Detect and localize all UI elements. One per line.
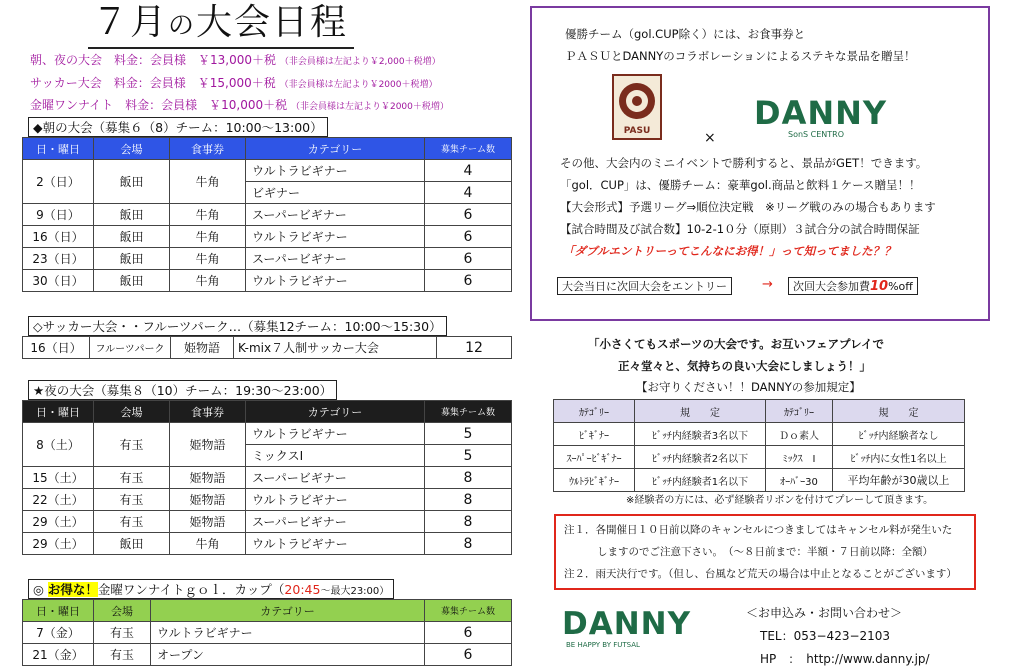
note-1: 注１．各開催日１０日前以降のキャンセルにつきましてはキャンセル料が発生いた [564, 524, 953, 536]
teams-cell: 6 [425, 644, 512, 666]
venue-cell: 飯田 [94, 533, 170, 555]
meal-cell: 牛角 [170, 204, 246, 226]
date-cell: 7（金） [23, 622, 94, 644]
teams-cell: 5 [425, 445, 512, 467]
date-cell: 29（土） [23, 511, 94, 533]
rule-category-cell: ﾋﾞｷﾞﾅｰ [554, 423, 635, 446]
night-heading: ★夜の大会（募集８（10）チーム：19:30～23:00） [28, 380, 337, 400]
rule-category-cell: Ｄｏ素人 [766, 423, 833, 446]
venue-cell: 有玉 [94, 423, 170, 467]
table-row [23, 622, 512, 644]
meal-cell: 姫物語 [170, 467, 246, 489]
table-row [23, 204, 512, 226]
header-venue: 会場 [94, 401, 170, 423]
page-title: ７月の大会日程 [88, 2, 354, 49]
rule-category-cell: ｽｰﾊﾟｰﾋﾞｷﾞﾅｰ [554, 446, 635, 469]
category-cell: スーパービギナー [246, 511, 425, 533]
soccer-table [22, 336, 512, 359]
date-cell: 23（日） [23, 248, 94, 270]
table-row [23, 248, 512, 270]
category-cell: ウルトラビギナー [246, 489, 425, 511]
header-teams: 募集チーム数 [425, 138, 512, 160]
header-category: カテゴリー [151, 600, 425, 622]
rules-header-rule: 規 定 [635, 400, 766, 423]
contact-phone: TEL：053−423−2103 [760, 629, 891, 643]
table-row [23, 533, 512, 555]
rules-header-row [554, 400, 965, 423]
category-cell: ウルトラビギナー [246, 160, 425, 182]
rule-cell: ﾋﾞｯﾁ内経験者1名以下 [635, 469, 766, 492]
rules-title: 【お守りください！！DANNYの参加規定】 [636, 380, 861, 394]
danny-wordmark: DANNY [754, 94, 888, 132]
promo-line-1: 優勝チーム（gol.CUP除く）には、お食事券と [565, 27, 806, 41]
venue-cell: 飯田 [94, 160, 170, 204]
category-cell: ウルトラビギナー [246, 226, 425, 248]
fair-play-line-1: 「小さくてもスポーツの大会です。お互いフェアプレイで [588, 337, 885, 351]
category-cell: ウルトラビギナー [151, 622, 425, 644]
category-cell: ビギナー [246, 182, 425, 204]
table-row [554, 446, 965, 469]
table-row [23, 644, 512, 666]
teams-cell: 6 [425, 226, 512, 248]
category-cell: ウルトラビギナー [246, 533, 425, 555]
promo-line-3: その他、大会内のミニイベントで勝利すると、景品がGET！できます。 [560, 156, 928, 170]
fee-line-morning-night: 朝、夜の大会 料金：会員様 ￥13,000＋税 （非会員様は左記より￥2,000＋税増） [30, 53, 441, 67]
header-venue: 会場 [94, 600, 151, 622]
table-row [23, 226, 512, 248]
teams-cell: 8 [425, 489, 512, 511]
venue-cell: 飯田 [94, 270, 170, 292]
promo-line-2: ＰＡＳＵとDANNYのコラボレーションによるステキな景品を贈呈！ [565, 49, 916, 63]
header-meal: 食事券 [170, 401, 246, 423]
date-cell: 2（日） [23, 160, 94, 204]
category-cell: オープン [151, 644, 425, 666]
header-category: カテゴリー [246, 138, 425, 160]
night-table [22, 400, 512, 555]
table-row [554, 469, 965, 492]
contact-title: ＜お申込み・お問い合わせ＞ [746, 606, 903, 620]
date-cell: 22（土） [23, 489, 94, 511]
venue-cell: 有玉 [94, 622, 151, 644]
venue-cell: 有玉 [94, 644, 151, 666]
venue-cell: 有玉 [94, 467, 170, 489]
meal-cell: 牛角 [170, 226, 246, 248]
morning-header-row [23, 138, 512, 160]
teams-cell: 6 [425, 204, 512, 226]
friday-heading: ◎ お得な！金曜ワンナイトｇｏｌ．カップ（20:45～最大23:00） [28, 579, 394, 599]
contact-homepage-link[interactable]: HP ： http://www.danny.jp/ [760, 652, 930, 666]
header-category: カテゴリー [246, 401, 425, 423]
header-date: 日・曜日 [23, 138, 94, 160]
teams-cell: 6 [425, 622, 512, 644]
teams-cell: 8 [425, 533, 512, 555]
table-row [23, 337, 512, 359]
table-row [23, 270, 512, 292]
table-row [23, 423, 512, 445]
category-cell: K-mix７人制サッカー大会 [234, 337, 437, 359]
fee-line-soccer: サッカー大会 料金：会員様 ￥15,000＋税 （非会員様は左記より￥2000＋税増） [30, 76, 438, 90]
friday-table [22, 599, 512, 666]
meal-cell: 牛角 [170, 160, 246, 204]
header-teams: 募集チーム数 [425, 401, 512, 423]
venue-cell: 有玉 [94, 489, 170, 511]
danny-subtitle: SonS CENTRO [788, 130, 845, 139]
table-row [23, 511, 512, 533]
category-cell: ウルトラビギナー [246, 423, 425, 445]
date-cell: 16（日） [23, 337, 90, 359]
meal-cell: 姫物語 [171, 337, 234, 359]
category-cell: ウルトラビギナー [246, 270, 425, 292]
contact-logo [562, 608, 692, 654]
rules-note: ※経験者の方には、必ず経験者リボンを付けてプレーして頂きます。 [626, 495, 934, 506]
date-cell: 29（土） [23, 533, 94, 555]
pasu-logo [612, 74, 662, 140]
rules-table [553, 399, 965, 492]
danny-logo [754, 96, 904, 142]
fee-line-friday: 金曜ワンナイト 料金：会員様 ￥10,000＋税 （非会員様は左記より￥2000＋税増） [30, 98, 449, 112]
category-cell: スーパービギナー [246, 467, 425, 489]
teams-cell: 4 [425, 160, 512, 182]
rules-header-category: ｶﾃｺﾞﾘｰ [766, 400, 833, 423]
morning-table [22, 137, 512, 292]
contact-logo-wordmark: DANNY [562, 606, 692, 642]
date-cell: 30（日） [23, 270, 94, 292]
note-1-continued: しますのでご注意下さい。 （～８日前まで：半額・７日前以降：全額） [597, 546, 933, 558]
entry-box: 大会当日に次回大会をエントリー [557, 277, 732, 295]
teams-cell: 8 [425, 467, 512, 489]
date-cell: 15（土） [23, 467, 94, 489]
rule-cell: ﾋﾞｯﾁ内に女性1名以上 [833, 446, 965, 469]
category-cell: スーパービギナー [246, 204, 425, 226]
rule-cell: ﾋﾞｯﾁ内経験者3名以下 [635, 423, 766, 446]
arrow-icon: → [762, 277, 773, 292]
meal-cell: 姫物語 [170, 511, 246, 533]
night-header-row [23, 401, 512, 423]
morning-heading: ◆朝の大会（募集６（8）チーム：10:00～13:00） [28, 117, 328, 137]
promo-line-7: 「ダブルエントリーってこんなにお得！」って知ってました？？ [563, 244, 896, 258]
table-row [554, 423, 965, 446]
date-cell: 8（土） [23, 423, 94, 467]
date-cell: 21（金） [23, 644, 94, 666]
category-cell: スーパービギナー [246, 248, 425, 270]
teams-cell: 6 [425, 270, 512, 292]
teams-cell: 4 [425, 182, 512, 204]
teams-cell: 12 [437, 337, 512, 359]
teams-cell: 6 [425, 248, 512, 270]
teams-cell: 8 [425, 511, 512, 533]
header-venue: 会場 [94, 138, 170, 160]
rules-header-rule: 規 定 [833, 400, 965, 423]
promo-line-4: 「gol．CUP」は、優勝チーム：豪華gol.商品と飲料１ケース贈呈！！ [560, 178, 921, 192]
meal-cell: 姫物語 [170, 423, 246, 467]
venue-cell: フルーツパーク [90, 337, 171, 359]
header-meal: 食事券 [170, 138, 246, 160]
date-cell: 9（日） [23, 204, 94, 226]
table-row [23, 489, 512, 511]
times-sign: × [704, 130, 716, 146]
meal-cell: 牛角 [170, 270, 246, 292]
note-2: 注２．雨天決行です。（但し、台風など荒天の場合は中止となることがございます） [564, 568, 957, 580]
rule-category-cell: ｳﾙﾄﾗﾋﾞｷﾞﾅｰ [554, 469, 635, 492]
rule-category-cell: ﾐｯｸｽ Ⅰ [766, 446, 833, 469]
category-cell: ミックスⅠ [246, 445, 425, 467]
promo-line-5: 【大会形式】予選リーグ⇒順位決定戦 ※リーグ戦のみの場合もあります [560, 200, 936, 214]
fair-play-line-2: 正々堂々と、気持ちの良い大会にしましょう！」 [618, 359, 871, 373]
promo-line-6: 【試合時間及び試合数】10-2-1０分（原則）３試合分の試合時間保証 [560, 222, 920, 236]
teams-cell: 5 [425, 423, 512, 445]
header-date: 日・曜日 [23, 600, 94, 622]
rule-cell: ﾋﾞｯﾁ内経験者2名以下 [635, 446, 766, 469]
meal-cell: 牛角 [170, 248, 246, 270]
header-date: 日・曜日 [23, 401, 94, 423]
soccer-heading: ◇サッカー大会・・フルーツパーク…（募集12チーム：10:00～15:30） [28, 316, 447, 336]
venue-cell: 有玉 [94, 511, 170, 533]
table-row [23, 160, 512, 182]
rule-cell: ﾋﾞｯﾁ内経験者なし [833, 423, 965, 446]
meal-cell: 姫物語 [170, 489, 246, 511]
rule-category-cell: ｵｰﾊﾞｰ30 [766, 469, 833, 492]
meal-cell: 牛角 [170, 533, 246, 555]
contact-logo-tagline: BE HAPPY BY FUTSAL [566, 641, 640, 649]
table-row [23, 467, 512, 489]
venue-cell: 飯田 [94, 204, 170, 226]
pasu-label: PASU [623, 126, 651, 136]
header-teams: 募集チーム数 [425, 600, 512, 622]
rule-cell: 平均年齢が30歳以上 [833, 469, 965, 492]
venue-cell: 飯田 [94, 248, 170, 270]
discount-box: 次回大会参加費10%off [788, 277, 918, 295]
venue-cell: 飯田 [94, 226, 170, 248]
rules-header-category: ｶﾃｺﾞﾘｰ [554, 400, 635, 423]
friday-header-row [23, 600, 512, 622]
date-cell: 16（日） [23, 226, 94, 248]
